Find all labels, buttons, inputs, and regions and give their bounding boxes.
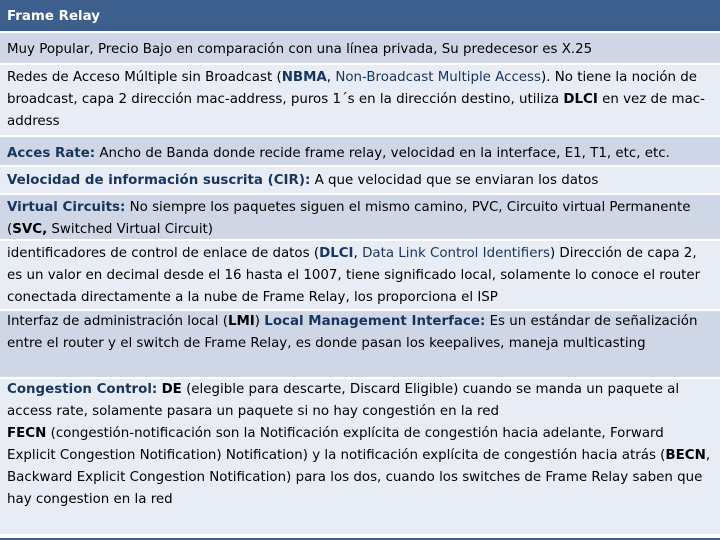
row-text: , (326, 70, 336, 85)
row-text: No siempre los paquetes siguen el mismo camino, PVC, Circuito virtual Permanente ( (7, 200, 691, 237)
row-text: , Backward Explicit Congestion Notification) para los dos, cuando los switches de Frame Relay saben que hay congestion en la red (7, 448, 711, 507)
table-header (0, 0, 720, 33)
keyword-dlci: DLCI (563, 92, 598, 107)
row-text: Redes de Acceso Múltiple sin Broadcast ( (7, 70, 282, 85)
keyword-fecn: FECN (7, 426, 47, 441)
row-text: ) Dirección de capa 2, es un valor en decimal desde el 16 hasta el 1007, tiene significado local, solamente lo conoce el router conectada directamente a la nube de Frame Relay, los proporciona el ISP (7, 246, 701, 305)
row-text: , (353, 246, 363, 261)
fecn-becn-paragraph (7, 423, 714, 511)
table-row (0, 137, 720, 167)
row-text: Es un estándar de señalización entre el router y el switch de Frame Relay, es donde pasan los keepalives, maneja multicasting (7, 314, 698, 351)
congestion-control-paragraph (7, 379, 714, 423)
row-text: Ancho de Banda donde recide frame relay, velocidad en la interface, E1, T1, etc, etc. (95, 146, 670, 161)
table-row (0, 33, 720, 65)
table-row (0, 311, 720, 379)
keyword-de: DE (161, 382, 182, 397)
table-row (0, 379, 720, 536)
table-row (0, 241, 720, 311)
keyword-nbma: NBMA (281, 70, 327, 85)
keyword-virtual-circuits: Virtual Circuits: (7, 200, 126, 215)
keyword-acces-rate: Acces Rate: (7, 146, 96, 161)
keyword-congestion-control: Congestion Control: (7, 382, 158, 397)
keyword-lmi: LMI (227, 314, 255, 329)
row-text: ) (254, 314, 265, 329)
keyword-cir: Velocidad de información suscrita (CIR): (7, 173, 311, 188)
keyword-nbma-full: Non-Broadcast Multiple Access (335, 70, 541, 85)
table-row (0, 195, 720, 241)
row-text: en vez de mac-address (7, 92, 705, 129)
row-text: Switched Virtual Circuit) (47, 222, 214, 237)
keyword-becn: BECN (665, 448, 706, 463)
row-text: Interfaz de administración local ( (7, 314, 228, 329)
row-text: ). No tiene la noción de broadcast, capa 2 dirección mac-address, puros 1´s en la dirección destino, utiliza (7, 70, 698, 107)
row-text: identificadores de control de enlace de datos ( (7, 246, 320, 261)
row-text: (congestión-notificación son la Notificación explícita de congestión hacia adelante, Forward Explicit Congestion Notification) Notification) y la notificación explícita de congestión hacia atrás ( (7, 426, 666, 463)
keyword-lmi-full: Local Management Interface: (264, 314, 486, 329)
table-row (0, 65, 720, 137)
table-title: Frame Relay (7, 9, 100, 24)
keyword-svc: SVC, (12, 222, 48, 237)
keyword-dlci-full: Data Link Control Identifiers (362, 246, 550, 261)
row-text: A que velocidad que se enviaran los datos (310, 173, 599, 188)
row-text: (elegible para descarte, Discard Eligible) cuando se manda un paquete al access rate, solamente pasara un paquete si no hay congestión en la red (7, 382, 680, 419)
keyword-dlci: DLCI (319, 246, 354, 261)
row-text: Muy Popular, Precio Bajo en comparación con una línea privada, Su predecesor es X.25 (7, 42, 593, 57)
table-row (0, 167, 720, 195)
